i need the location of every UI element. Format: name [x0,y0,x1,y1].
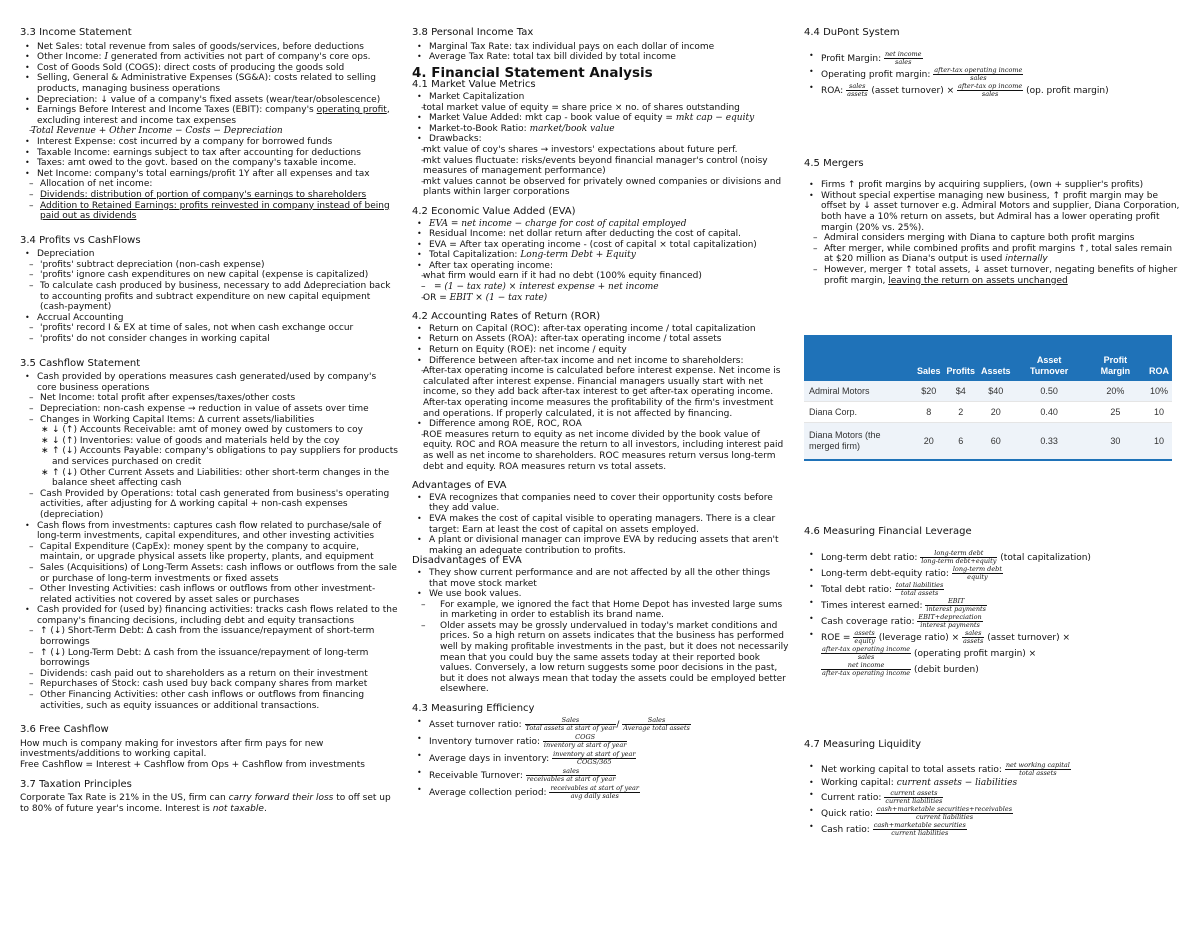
sub-o1: – Net Income: total profit after expenses/taxes/other costs [20,393,398,404]
frac-tie: $\frac{\text{EBIT}}{\text{interest payments}}$ [926,596,986,613]
bullet-depreciation: • Depreciation: ↓ value of a company's fixed assets (wear/tear/obsolescence) [20,95,398,106]
sub-w1: ∗ ↓ (↑) Accounts Receivable: amt of money owed by customers to coy [20,425,398,436]
table-cell: 20 [978,402,1014,423]
sub-f1: – ↑ (↓) Short-Term Debt: Δ cash from the issuance/repayment of short-term borrowings [20,626,398,647]
sub-dis2a: – For example, we ignored the fact that Home Depot has invested large sums in marketing in order to establish its brand name. [412,600,790,621]
sub-f5: – Other Financing Activities: other cash inflows or outflows from financing activities, such as equity issuances or additional transactions. [20,690,398,711]
sub-o4: – Cash Provided by Operations: total cash generated from business's operating activities, after adjusting for Δ working capital + non-cash expenses (depreciation) [20,489,398,521]
section-title-leverage: 4.6 Measuring Financial Leverage [804,526,972,538]
bullet-avg-days-inventory: • Average days in inventory: $\frac{\text{inventory at start of year}}{\text{COGS/365}}$ [412,751,790,766]
table-cell: $4 [944,381,979,402]
sub-at2: – = (1 − tax rate) × interest expense + net income [412,282,790,293]
bullet-profit-margin: • Profit Margin: $\frac{\text{net income}}{\text{sales}}$ [804,51,1182,66]
section-title-liquidity: 4.7 Measuring Liquidity [804,738,922,750]
bullet-dis1: • They show current performance and are not affected by all the other things that move stock market [412,568,790,589]
bullet-market-cap: • Market Capitalization [412,92,790,103]
table-header: Sales [914,335,944,381]
sub-merger-c: – However, merger ↑ total assets, ↓ asset turnover, negating benefits of higher profit margin, leaving the return on assets unchanged [804,265,1182,286]
table-cell: 0.40 [1014,402,1085,423]
sub-dr2: – mkt values fluctuate: risks/events beyond financial manager's control (noisy measures of management performance) [412,156,790,177]
table-header: Profits [944,335,979,381]
bullet-sga: • Selling, General & Administrative Expenses (SG&A): costs related to selling products, managing business operations [20,73,398,94]
free-cashflow-p2: Free Cashflow = Interest + Cashflow from Ops + Cashflow from investments [20,760,365,770]
bullet-diff: • Difference between after-tax income and net income to shareholders: [412,356,790,367]
sub-a2: – 'profits' do not consider changes in working capital [20,334,398,345]
bullet-dupont-roa: • ROA: $\frac{\text{sales}}{\text{assets}}$ (asset turnover) × $\frac{\text{after-tax op income}}{\text{sales}}$ (op. profit margin) [804,83,1182,98]
merger-data-table [804,335,1172,461]
sub-mc1: – total market value of equity = share price × no. of shares outstanding [412,103,790,114]
frac-qr: $\frac{\text{cash+marketable securities+receivables}}{\text{current liabilities}}$ [876,804,1013,821]
sub-diff2a: – ROE measures return to equity as net income divided by the book value of equity. ROC and ROA measure the return to all investors, including interest paid as well as net income to shareholders. ROC measures return versus long-term debt and equity. ROA measures return vs total assets. [412,430,790,472]
table-cell: 2 [944,402,979,423]
column-middle [412,28,790,802]
table-cell: 30 [1085,423,1146,461]
sub-w2: ∗ ↓ (↑) Inventories: value of goods and materials held by the coy [20,436,398,447]
table-cell: 20% [1085,381,1146,402]
bullet-op-profit-margin: • Operating profit margin: $\frac{\text{after-tax operating income}}{\text{sales}}$ [804,67,1182,82]
frac-roe-4: $\frac{\text{net income}}{\text{after-tax operating income}}$ [822,660,911,677]
sub-w4: ∗ ↑ (↓) Other Current Assets and Liabilities: other short-term changes in the balance sheet affecting cash [20,468,398,489]
frac-roe-3: $\frac{\text{after-tax operating income}}{\text{sales}}$ [822,644,911,661]
frac-cshr: $\frac{\text{cash+marketable securities}}{\text{current liabilities}}$ [873,820,966,837]
section-title-market-value: 4.1 Market Value Metrics [412,79,536,91]
bullet-mva: • Market Value Added: mkt cap - book value of equity = mkt cap − equity [412,113,790,124]
frac-cr: $\frac{\text{current assets}}{\text{current liabilities}}$ [885,788,943,805]
bullet-cash-coverage: • Cash coverage ratio: $\frac{\text{EBIT+depreciation}}{\text{interest payments}}$ [804,614,1182,629]
sub-merger-a: – Admiral considers merging with Diana to capture both profit margins [804,233,1182,244]
income-statement-list [20,42,398,127]
frac-nwc: $\frac{\text{net working capital}}{\text{total assets}}$ [1005,761,1070,778]
section-title-adv-eva: Advantages of EVA [412,480,507,492]
bullet-working-capital: • Working capital: current assets − liabilities [804,778,1182,789]
sub-i2: – Sales (Acquisitions) of Long-Term Assets: cash inflows or outflows from the sale or purchase of long-term investments or fixed assets [20,563,398,584]
section-title-taxation: 3.7 Taxation Principles [20,778,132,790]
table-cell: 0.50 [1014,381,1085,402]
section-title-mergers: 4.5 Mergers [804,157,864,169]
section-title-dupont: 4.4 DuPont System [804,27,900,38]
bullet-eva-formula: • EVA = net income − charge for cost of capital employed [412,219,790,230]
frac-adi: $\frac{\text{inventory at start of year}}{\text{COGS/365}}$ [553,749,636,766]
table-header-row [804,335,1172,381]
sub-d3: – To calculate cash produced by business, necessary to add Δdepreciation back to accounting profits and subtract expenditure on new capital equipment (cash-payment) [20,281,398,313]
sub-dr1: – mkt value of coy's shares → investors' expectations about future perf. [412,145,790,156]
sub-f4: – Repurchases of Stock: cash used buy back company shares from market [20,679,398,690]
bullet-ltd-ratio: • Long-term debt ratio: $\frac{\text{long-term debt}}{\text{long-term debt+equity}}$ (total capitalization) [804,550,1182,565]
sub-retained-earnings: – Addition to Retained Earnings: profits reinvested in company instead of being paid out as dividends [20,201,398,222]
table-cell: 0.33 [1014,423,1085,461]
bullet-taxable-income: • Taxable Income: earnings subject to tax after accounting for deductions [20,148,398,159]
taxation-paragraph: Corporate Tax Rate is 21% in the US, firm can carry forward their loss to off set up to 80% of future year's income. Interest is not taxable. [20,793,391,814]
bullet-taxes: • Taxes: amt owed to the govt. based on the company's taxable income. [20,158,398,169]
section-title-cashflow-statement: 3.5 Cashflow Statement [20,357,141,369]
table-cell: Diana Motors (the merged firm) [804,423,914,461]
sub-w3: ∗ ↑ (↓) Accounts Payable: company's obligations to pay suppliers for products and services purchased on credit [20,446,398,467]
bullet-lde-ratio: • Long-term debt-equity ratio: $\frac{\text{long-term debt}}{\text{equity}}$ [804,566,1182,581]
table-cell: 25 [1085,402,1146,423]
frac-ltd: $\frac{\text{long-term debt}}{\text{long-term debt+equity}}$ [921,548,997,565]
bullet-adv3: • A plant or divisional manager can improve EVA by reducing assets that aren't making an adequate contribution to profits. [412,535,790,556]
table-cell: 10 [1146,402,1172,423]
column-left [20,28,398,814]
table-row [804,402,1172,423]
bullet-roa: • Return on Assets (ROA): after-tax operating income / total assets [412,334,790,345]
table-cell: 10 [1146,423,1172,461]
sub-diff1: – After-tax operating income is calculated before interest expense. Net income is calculated after interest expense. Financial managers usually start with net income, so they add back after-tax interest to get after-tax operating income. After-tax operating income measures the profitability of the firm's investment and operations. If properly calculated, it is not affected by financing. [412,366,790,419]
sub-dividends: – Dividends: distribution of portion of company's earnings to shareholders [20,190,398,201]
section-title-free-cashflow: 3.6 Free Cashflow [20,724,109,736]
frac-rt: $\frac{\text{sales}}{\text{receivables at start of year}}$ [526,766,616,783]
table-cell: 20 [914,423,944,461]
bullet-total-debt: • Total debt ratio: $\frac{\text{total liabilities}}{\text{total assets}}$ [804,582,1182,597]
sub-o2: – Depreciation: non-cash expense → reduction in value of assets over time [20,404,398,415]
frac-roa-1: $\frac{\text{sales}}{\text{assets}}$ [847,81,868,98]
section-title-profits-vs-cashflows: 3.4 Profits vs CashFlows [20,234,141,246]
frac-acp: $\frac{\text{receivables at start of year}}{\text{avg daily sales}}$ [550,783,640,800]
table-cell: Diana Corp. [804,402,914,423]
frac-opm: $\frac{\text{after-tax operating income}}{\text{sales}}$ [934,65,1023,82]
sub-dis2b: – Older assets may be grossly undervalued in today's market conditions and prices. So a high return on assets indicates that the business has performed well by making profitable investments in the past, but it does not necessarily mean that you could buy the same assets today at their reported book values. Conversely, a low return suggests some poor decisions in the past, but it does not always mean that today the assets could be employed better elsewhere. [412,621,790,695]
sub-at1: – what firm would earn if it had no debt (100% equity financed) [412,271,790,282]
section-title-income-statement: 3.3 Income Statement [20,27,132,38]
section-title-personal-tax: 3.8 Personal Income Tax [412,27,534,38]
sub-d2: – 'profits' ignore cash expenditures on new capital (expense is capitalized) [20,270,398,281]
bullet-other-income: • Other Income: I generated from activities not part of company's core ops. [20,52,398,63]
bullet-cogs: • Cost of Goods Sold (COGS): direct costs of producing the goods sold [20,63,398,74]
frac-tdr: $\frac{\text{total liabilities}}{\text{total assets}}$ [895,580,944,597]
section-title-ror: 4.2 Accounting Rates of Return (ROR) [412,311,601,323]
table-cell: $40 [978,381,1014,402]
bullet-merger-2: • Without special expertise managing new business, ↑ profit margin may be offset by ↓ asset turnover e.g. Admiral Motors and supplier, Diana Corporation, both have a 10% return on assets, but Admiral has a lower operating profit margin (20% vs. 25%). [804,191,1182,233]
bullet-drawbacks: • Drawbacks: [412,134,790,145]
table-cell: 8 [914,402,944,423]
bullet-adv1: • EVA recognizes that companies need to cover their opportunity costs before they add value. [412,493,790,514]
section-title-dis-eva: Disadvantages of EVA [412,555,522,567]
table-row [804,423,1172,461]
table-header: Assets [978,335,1014,381]
chapter-title-fsa: 4. Financial Statement Analysis [412,64,653,81]
column-right [804,28,1182,838]
table-cell: Admiral Motors [804,381,914,402]
frac-atr-2: $\frac{\text{Sales}}{\text{Average total assets}}$ [623,715,690,732]
free-cashflow-p1: How much is company making for investors after firm pays for new investments/additions to working capital. [20,738,324,760]
table-header [804,335,914,381]
table-header: ROA [1146,335,1172,381]
ebit-formula: – Total Revenue + Other Income − Costs − Depreciation [20,126,398,137]
frac-atr-1: $\frac{\text{Sales}}{\text{Total assets at start of year}}$ [525,715,616,732]
bullet-receivable-turnover: • Receivable Turnover: $\frac{\text{sales}}{\text{receivables at start of year}}$ [412,768,790,783]
table-header: Asset Turnover [1014,335,1085,381]
bullet-net-income: • Net Income: company's total earnings/profit 1Y after all expenses and tax [20,169,398,180]
bullet-cash-ops: • Cash provided by operations measures cash generated/used by company's core business operations [20,372,398,393]
table-cell: 10% [1146,381,1172,402]
bullet-roe: • Return on Equity (ROE): net income / equity [412,345,790,356]
sub-d1: – 'profits' subtract depreciation (non-cash expense) [20,260,398,271]
bullet-current-ratio: • Current ratio: $\frac{\text{current assets}}{\text{current liabilities}}$ [804,790,1182,805]
sub-a1: – 'profits' record I & EX at time of sales, not when cash exchange occur [20,323,398,334]
bullet-nwc-ratio: • Net working capital to total assets ratio: $\frac{\text{net working capital}}{\text{total assets}}$ [804,762,1182,777]
frac-roe-2: $\frac{\text{sales}}{\text{assets}}$ [963,628,984,645]
sub-at3: – OR = EBIT × (1 − tax rate) [412,293,790,304]
frac-roe-1: $\frac{\text{assets}}{\text{equity}}$ [854,628,875,645]
bullet-ebit: • Earnings Before Interest and Income Taxes (EBIT): company's operating profit, excluding interest and income tax expenses [20,105,398,126]
bullet-diff2: • Difference among ROE, ROC, ROA [412,419,790,430]
bullet-atoi: • After tax operating income: [412,261,790,272]
table-header: Profit Margin [1085,335,1146,381]
bullet-average-tax: • Average Tax Rate: total tax bill divided by total income [412,52,790,63]
sub-allocation: – Allocation of net income: [20,179,398,190]
bullet-merger-1: • Firms ↑ profit margins by acquiring suppliers, (own + supplier's profits) [804,180,1182,191]
bullet-roc: • Return on Capital (ROC): after-tax operating income / total capitalization [412,324,790,335]
frac-roa-2: $\frac{\text{after-tax op income}}{\text{sales}}$ [957,81,1023,98]
table-row [804,381,1172,402]
bullet-roe-decomp: • ROE = $\frac{\text{assets}}{\text{equity}}$ (leverage ratio) × $\frac{\text{sales}}{\text{assets}}$ (asset turnover) × $\frac{\text{after-tax operating income}}{\text{sales}}$ (operating profit margin) × $\frac{\text{net income}}{\text{after-tax operating income}}$ (debit burden) [804,630,1182,677]
sub-f2: – ↑ (↓) Long-Term Debt: Δ cash from the issuance/repayment of long-term borrowings [20,648,398,669]
bullet-interest-expense: • Interest Expense: cost incurred by a company for borrowed funds [20,137,398,148]
sub-f3: – Dividends: cash paid out to shareholders as a return on their investment [20,669,398,680]
bullet-dis2: • We use book values. [412,589,790,600]
sub-i3: – Other Investing Activities: cash inflows or outflows from other investment-related activities not covered by asset sales or purchases [20,584,398,605]
bullet-cash-financing: • Cash provided for (used by) financing activities: tracks cash flows related to the company's financing decisions, including debt and equity transactions [20,605,398,626]
bullet-cash-investments: • Cash flows from investments: captures cash flow related to purchase/sale of long-term investments, capital expenditures, and other investing activities [20,521,398,542]
bullet-asset-turnover: • Asset turnover ratio: $\frac{\text{Sales}}{\text{Total assets at start of year}}$ / $\frac{\text{Sales}}{\text{Average total assets}}$ [412,717,790,732]
bullet-eva-2: • EVA = After tax operating income - (cost of capital × total capitalization) [412,240,790,251]
sub-i1: – Capital Expenditure (CapEx): money spent by the company to acquire, maintain, or upgrade physical assets like property, plants, and equipment [20,542,398,563]
section-title-eva: 4.2 Economic Value Added (EVA) [412,205,576,217]
sub-dr3: – mkt values cannot be observed for privately owned companies or divisions and plants within larger corporations [412,177,790,198]
bullet-cash-ratio: • Cash ratio: $\frac{\text{cash+marketable securities}}{\text{current liabilities}}$ [804,822,1182,837]
merger-table [804,335,1172,461]
bullet-mtb: • Market-to-Book Ratio: market/book value [412,124,790,135]
table-cell: 60 [978,423,1014,461]
bullet-avg-collection: • Average collection period: $\frac{\text{receivables at start of year}}{\text{avg daily sales}}$ [412,785,790,800]
table-cell: 6 [944,423,979,461]
bullet-adv2: • EVA makes the cost of capital visible to operating managers. There is a clear target: Earn at least the cost of capital on assets employed. [412,514,790,535]
bullet-total-cap: • Total Capitalization: Long-term Debt + Equity [412,250,790,261]
frac-ccr: $\frac{\text{EBIT+depreciation}}{\text{interest payments}}$ [918,612,982,629]
bullet-net-sales: • Net Sales: total revenue from sales of goods/services, before deductions [20,42,398,53]
sub-o3: – Changes in Working Capital Items: Δ current assets/liabilities [20,415,398,426]
bullet-inventory-turnover: • Inventory turnover ratio: $\frac{\text{COGS}}{\text{inventory at start of year}}$ [412,734,790,749]
bullet-depreciation-pc: • Depreciation [20,249,398,260]
section-title-efficiency: 4.3 Measuring Efficiency [412,703,535,715]
frac-lde: $\frac{\text{long-term debt}}{\text{equity}}$ [952,564,1002,581]
frac-itr: $\frac{\text{COGS}}{\text{inventory at start of year}}$ [543,732,627,749]
bullet-accrual: • Accrual Accounting [20,313,398,324]
bullet-marginal-tax: • Marginal Tax Rate: tax individual pays on each dollar of income [412,42,790,53]
frac-pm: $\frac{\text{net income}}{\text{sales}}$ [884,49,922,66]
bullet-quick-ratio: • Quick ratio: $\frac{\text{cash+marketable securities+receivables}}{\text{current liabilities}}$ [804,806,1182,821]
bullet-residual-income: • Residual Income: net dollar return after deducting the cost of capital. [412,229,790,240]
sub-merger-b: – After merger, while combined profits and profit margins ↑, total sales remain at $20 million as Diana's output is used internally [804,244,1182,265]
table-cell: $20 [914,381,944,402]
bullet-times-interest: • Times interest earned: $\frac{\text{EBIT}}{\text{interest payments}}$ [804,598,1182,613]
